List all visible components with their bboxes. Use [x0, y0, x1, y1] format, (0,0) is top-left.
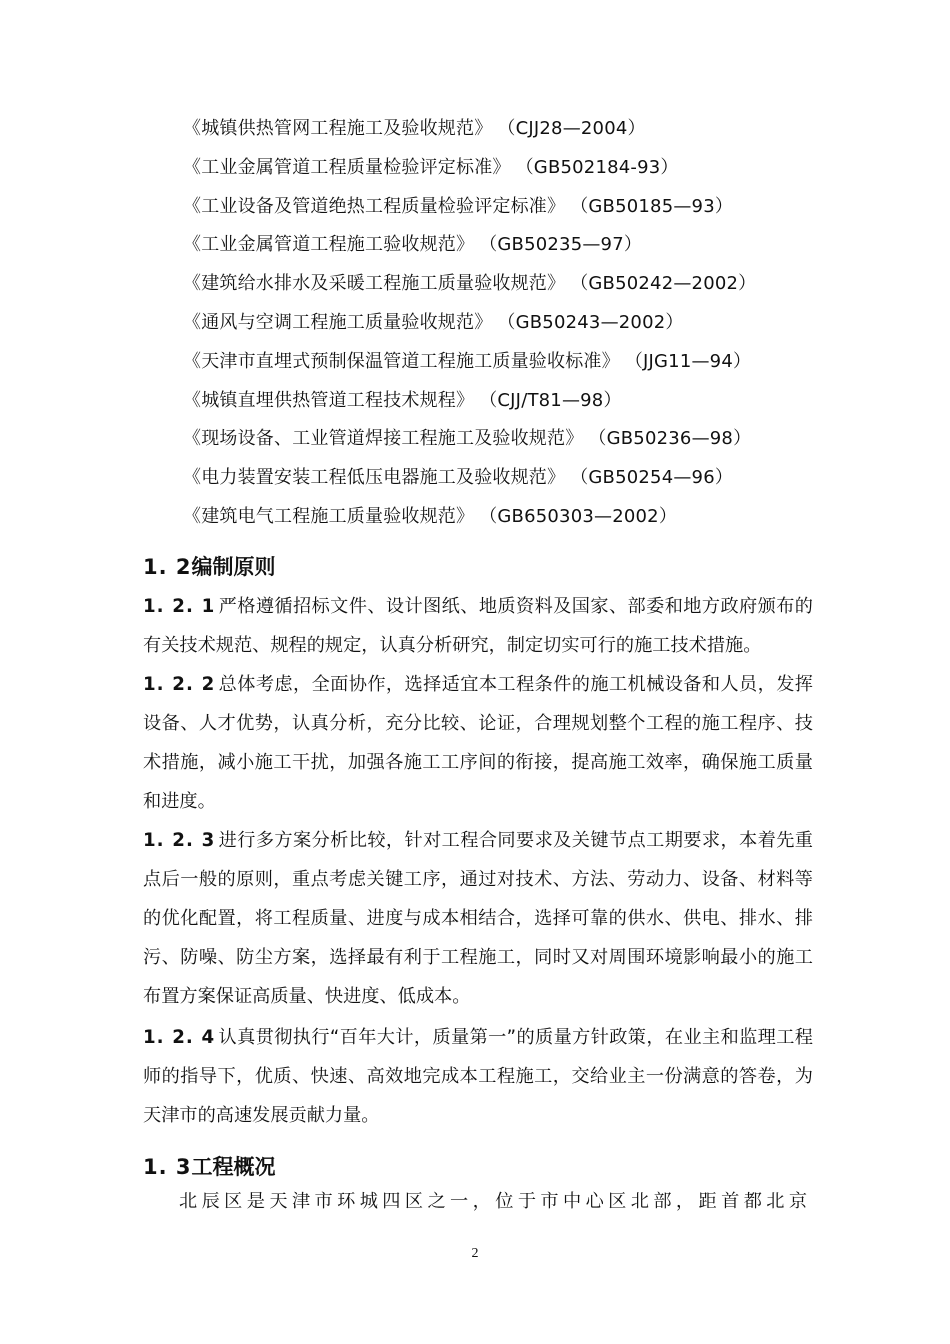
- standard-name: 《工业金属管道工程质量检验评定标准》: [183, 156, 511, 178]
- paragraph-1-3: [143, 1182, 813, 1221]
- paragraph-1-2-4: [143, 1018, 813, 1135]
- standard-item: [183, 500, 823, 539]
- section-title: 工程概况: [191, 1155, 276, 1179]
- standard-name: 《现场设备、工业管道焊接工程施工及验收规范》: [183, 428, 584, 450]
- standard-name: 《工业金属管道工程施工验收规范》: [183, 234, 475, 256]
- standard-name: 《工业设备及管道绝热工程质量检验评定标准》: [183, 195, 566, 217]
- standard-code: （JJG11—94）: [633, 350, 752, 372]
- clause-text: 进行多方案分析比较，针对工程合同要求及关键节点工期要求，本着先重点后一般的原则，重点考虑关键工序，通过对技术、方法、劳动力、设备、材料等的优化配置，将工程质量、进度与成本相结合，选择可靠的供水、供电、排水、排污、防噪、防尘方案，选择最有利于工程施工，同时又对周围环境影响最小的施工布置方案保证高质量、快进度、低成本。: [143, 830, 813, 1007]
- section-number: 1. 3: [143, 1155, 192, 1179]
- clause-text: 总体考虑，全面协作，选择适宜本工程条件的施工机械设备和人员，发挥设备、人才优势，认真分析，充分比较、论证，合理规划整个工程的施工程序、技术措施，减小施工干扰，加强各施工工序间的衔接，提高施工效率，确保施工质量和进度。: [143, 674, 813, 812]
- standard-item: [183, 306, 823, 345]
- standard-item: [183, 151, 823, 190]
- standard-item: [183, 461, 823, 500]
- standard-code: （GB50242—2002）: [579, 273, 757, 295]
- clause-number: 1. 2. 2: [143, 674, 216, 695]
- standard-item: [183, 112, 823, 151]
- section-heading-1-3: [143, 1151, 276, 1181]
- standard-name: 《天津市直埋式预制保温管道工程施工质量验收标准》: [183, 350, 620, 372]
- clause-number: 1. 2. 4: [143, 1027, 216, 1048]
- standard-code: （GB50236—98）: [597, 428, 752, 450]
- standard-item: [183, 345, 823, 384]
- section-number: 1. 2: [143, 555, 192, 579]
- section-title: 编制原则: [191, 555, 276, 579]
- standard-name: 《城镇直埋供热管道工程技术规程》: [183, 389, 475, 411]
- standard-code: （GB50185—93）: [579, 195, 734, 217]
- standard-code: （GB50235—97）: [488, 234, 643, 256]
- paragraph-1-2-3: [143, 821, 813, 1016]
- paragraph-1-2-1: [143, 587, 813, 665]
- overview-text: 北辰区是天津市环城四区之一，位于市中心区北部，距首都北京: [179, 1191, 812, 1212]
- standard-item: [183, 267, 823, 306]
- standard-name: 《通风与空调工程施工质量验收规范》: [183, 311, 493, 333]
- standard-item: [183, 228, 823, 267]
- standard-code: （GB50243—2002）: [506, 311, 684, 333]
- standard-code: （CJJ28—2004）: [506, 118, 646, 139]
- standard-code: （CJJ/T81—98）: [488, 389, 622, 411]
- standard-name: 《建筑电气工程施工质量验收规范》: [183, 505, 475, 527]
- standard-code: （GB502184-93）: [524, 156, 679, 178]
- paragraph-1-2-2: [143, 665, 813, 821]
- section-heading-1-2: [143, 551, 276, 581]
- standard-name: 《建筑给水排水及采暖工程施工质量验收规范》: [183, 273, 566, 295]
- standard-name: 《电力装置安装工程低压电器施工及验收规范》: [183, 467, 566, 489]
- standards-list: [183, 112, 823, 539]
- standard-name: 《城镇供热管网工程施工及验收规范》: [183, 118, 493, 139]
- standard-item: [183, 384, 823, 423]
- standard-item: [183, 190, 823, 229]
- standard-code: （GB50254—96）: [579, 467, 734, 489]
- clause-number: 1. 2. 1: [143, 596, 216, 617]
- clause-number: 1. 2. 3: [143, 830, 216, 851]
- clause-text: 严格遵循招标文件、设计图纸、地质资料及国家、部委和地方政府颁布的有关技术规范、规程的规定，认真分析研究，制定切实可行的施工技术措施。: [143, 596, 813, 656]
- standard-item: [183, 422, 823, 461]
- standard-code: （GB650303—2002）: [488, 505, 678, 527]
- clause-text: 认真贯彻执行“百年大计，质量第一”的质量方针政策，在业主和监理工程师的指导下，优质、快速、高效地完成本工程施工，交给业主一份满意的答卷，为天津市的高速发展贡献力量。: [143, 1027, 813, 1126]
- page-number: 2: [471, 1246, 479, 1261]
